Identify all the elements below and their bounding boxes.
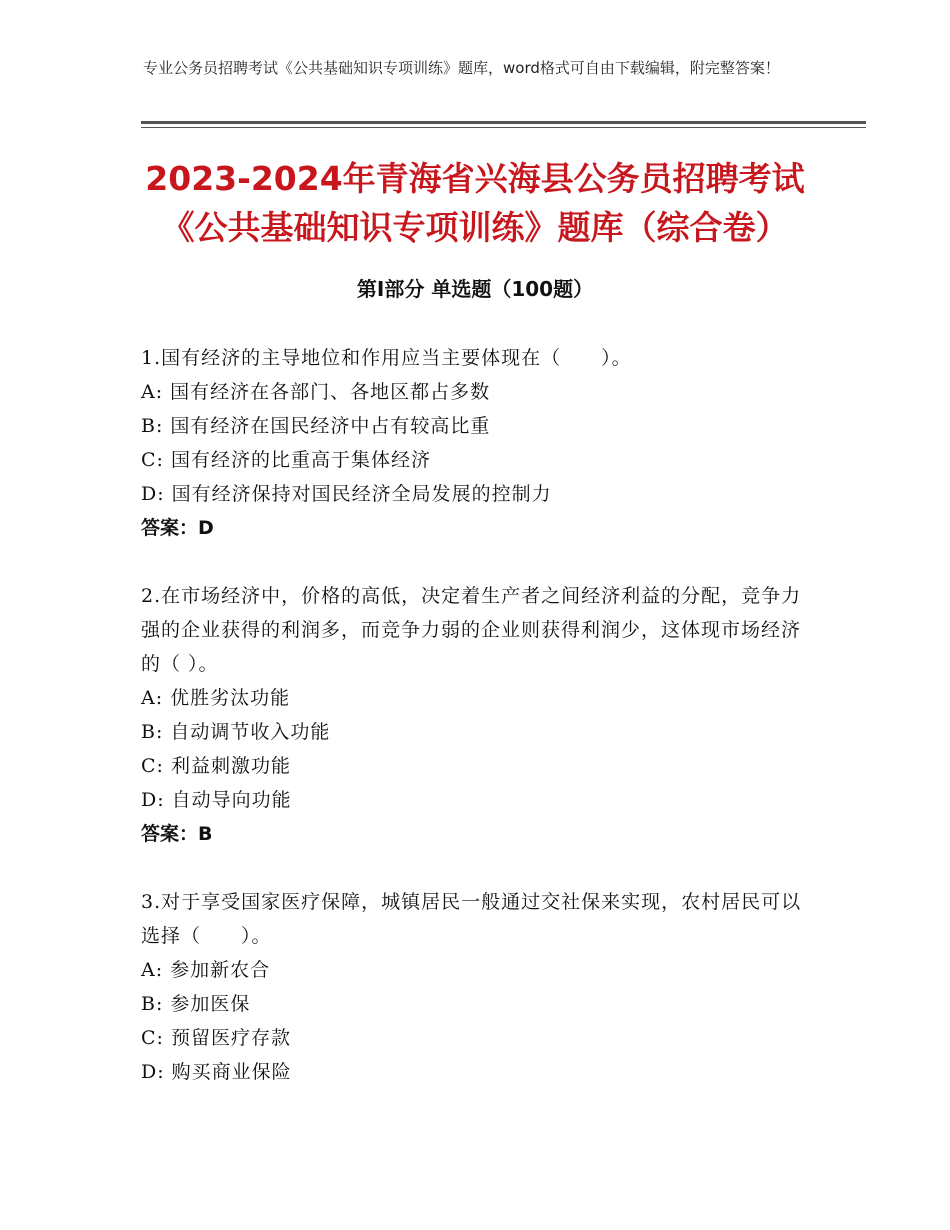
option-d: D: 国有经济保持对国民经济全局发展的控制力 (141, 483, 552, 505)
option-b: B: 参加医保 (141, 993, 251, 1015)
question-1 (141, 341, 811, 545)
section-title: 第Ⅰ部分 单选题（100题） (356, 277, 594, 301)
option-b: B: 自动调节收入功能 (141, 721, 331, 743)
option-a: A: 参加新农合 (141, 959, 271, 981)
option-b: B: 国有经济在国民经济中占有较高比重 (141, 415, 491, 437)
question-list (141, 341, 811, 1123)
title-line-1: 2023-2024年青海省兴海县公务员招聘考试 (145, 159, 805, 198)
option-c: C: 利益刺激功能 (141, 755, 291, 777)
option-c: C: 预留医疗存款 (141, 1027, 291, 1049)
option-c: C: 国有经济的比重高于集体经济 (141, 449, 431, 471)
answer: 答案：B (141, 823, 213, 845)
answer: 答案：D (141, 517, 214, 539)
option-a: A: 优胜劣汰功能 (141, 687, 291, 709)
question-stem: 1.国有经济的主导地位和作用应当主要体现在（ ）。 (141, 347, 632, 369)
option-d: D: 购买商业保险 (141, 1061, 292, 1083)
question-stem: 2.在市场经济中，价格的高低，决定着生产者之间经济利益的分配，竞争力强的企业获得的利润多，而竞争力弱的企业则获得利润少，这体现市场经济的（ ）。 (141, 585, 802, 675)
header-note: 专业公务员招聘考试《公共基础知识专项训练》题库，word格式可自由下载编辑，附完整答案！ (143, 59, 780, 77)
document-title (120, 154, 830, 252)
option-a: A: 国有经济在各部门、各地区都占多数 (141, 381, 491, 403)
title-line-2: 《公共基础知识专项训练》题库（综合卷） (161, 208, 789, 247)
option-d: D: 自动导向功能 (141, 789, 292, 811)
question-2 (141, 579, 811, 851)
question-stem: 3.对于享受国家医疗保障，城镇居民一般通过交社保来实现，农村居民可以选择（ ）。 (141, 891, 802, 947)
header-divider (141, 121, 866, 128)
question-3 (141, 885, 811, 1089)
